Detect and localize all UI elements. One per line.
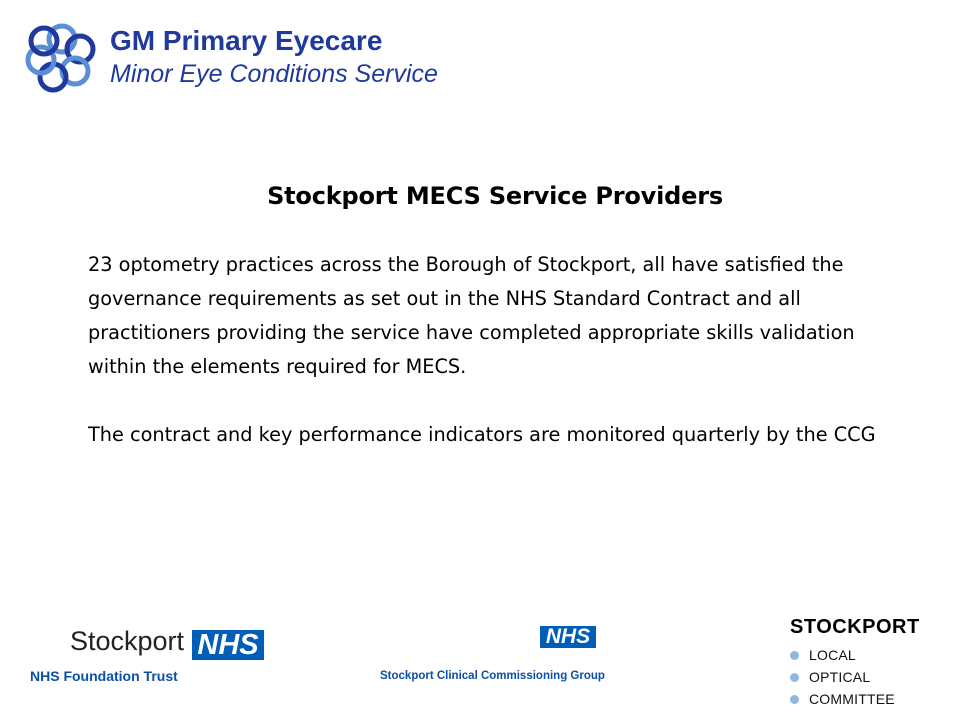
body-paragraph: 23 optometry practices across the Borough of Stockport, all have satisfied the governance requirements as set out in the NHS Standard Contract and all practitioners providing the service have completed appropriate skills validation within the elements required for MECS. — [88, 253, 855, 378]
trust-subtitle: NHS Foundation Trust — [30, 668, 178, 684]
stockport-nhs-trust-logo — [30, 624, 280, 688]
trust-name: Stockport — [70, 626, 185, 656]
nhs-logo-icon: NHS — [540, 626, 596, 648]
slide-title: Stockport MECS Service Providers — [267, 182, 723, 210]
loc-item: OPTICAL — [790, 668, 870, 686]
nhs-logo-icon: NHS — [192, 630, 264, 660]
bullet-dot-icon — [790, 673, 799, 682]
local-optical-committee-logo — [790, 616, 940, 706]
header-title: GM Primary Eyecare — [110, 25, 383, 56]
eyecare-rings-icon — [24, 22, 100, 94]
stockport-ccg-logo — [380, 626, 610, 686]
body-paragraph: The contract and key performance indicators are monitored quarterly by the CCG — [88, 423, 876, 446]
bullet-dot-icon — [790, 651, 799, 660]
loc-item: COMMITTEE — [790, 690, 895, 708]
ccg-name: Stockport Clinical Commissioning Group — [380, 670, 605, 682]
loc-item: LOCAL — [790, 646, 856, 664]
gm-primary-eyecare-logo — [18, 18, 500, 98]
slide-body — [88, 248, 910, 452]
bullet-dot-icon — [790, 695, 799, 704]
loc-name: STOCKPORT — [790, 616, 920, 638]
header-subtitle: Minor Eye Conditions Service — [110, 60, 438, 88]
